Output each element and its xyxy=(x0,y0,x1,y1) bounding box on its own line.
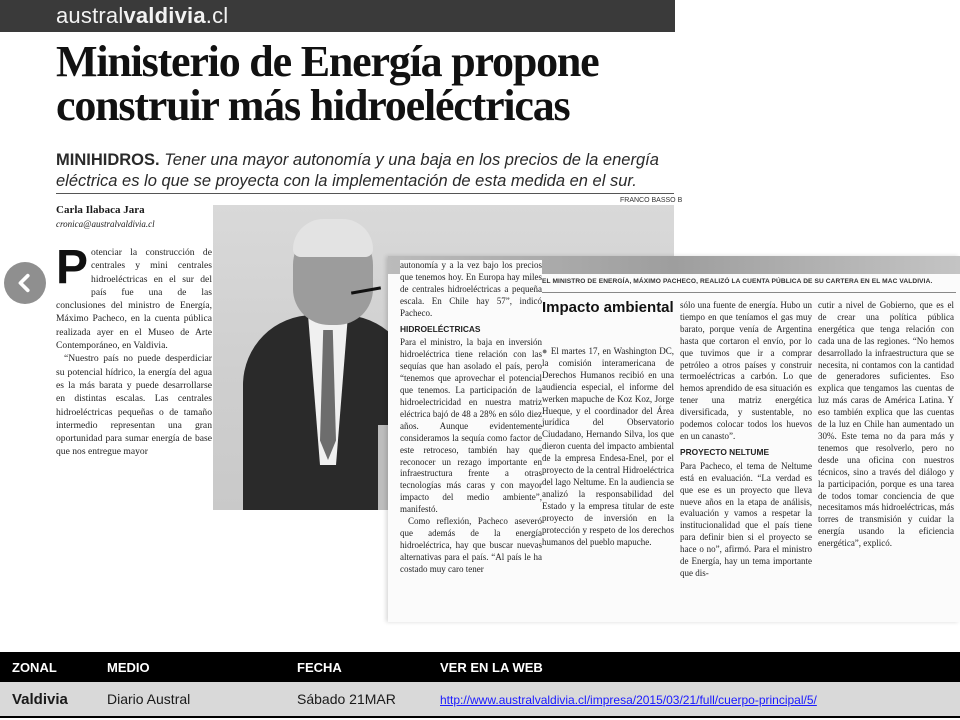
clipping-info-table xyxy=(0,652,960,718)
column-3 xyxy=(680,300,812,580)
col2-body xyxy=(542,346,674,548)
author-email: cronica@australvaldivia.cl xyxy=(56,219,155,229)
col1-top: autonomía y a la vez bajo los precios que tenemos hoy. En Europa hay miles de centrales hidroeléctricas a pequeña escala. En Chile hay 57”, indicó Pacheco. xyxy=(400,260,542,318)
col4-body: cutir a nivel de Gobierno, que es el de crear una política pública energética que tenga relación con cada una de las regiones. “No hemos desarrollado la infraestructura que se necesita, ni contamos con la cantidad de generadores suficientes. Eso explica que tengamos las cuentas de luz más caras de América Latina. Y eso también explica que las cuentas de la luz en Chile han aumentado un 30%. Este tema no da para más y tenemos que resolverlo, pero no desde una oficina con nuestros técnicos, sino a través del diálogo y la participación, porque es una tarea de todos tomar conciencia de que necesitamos más hidroeléctricas, más torres de transmisión y cuidar la energía usando la eficiencia energética”, explicó. xyxy=(818,300,954,549)
header-fecha: FECHA xyxy=(285,652,428,682)
col3-end: Para Pacheco, el tema de Neltume está en evaluación. “La verdad es que ese es un proyecto que lleva nueve años en la etapa de análisis, evaluación y vamos a respetar la institucionalidad que el país tiene para definir bien si el proyecto se hace o no”, afirmó. Para el ministro de Energía, hay un tema importante que dis- xyxy=(680,460,812,578)
caption-rule xyxy=(542,292,956,293)
header-zonal: ZONAL xyxy=(0,652,95,682)
masthead-prefix: austral xyxy=(56,3,124,28)
cell-zonal: Valdivia xyxy=(0,682,95,717)
article-body-column xyxy=(56,241,212,459)
col1-body: Para el ministro, la baja en inversión hidroeléctrica tiene relación con las sequías que han asolado el país, pero “tenemos que aprovechar el potencial que tenemos. La participación de la hidroelectricidad en nuestra matriz eléctrica bajó de 48 a 28% en sólo diez años. Aunque evidentemente consideramos la sequía como factor de este retroceso, también hay que reconocer un rezago importante en infraestructura frente a otras tecnologías más caras y con mayor impacto del medio ambiente”, manifestó. xyxy=(400,337,542,515)
photo-caption: EL MINISTRO DE ENERGÍA, MÁXIMO PACHECO, REALIZÓ LA CUENTA PÚBLICA DE SU CARTERA EN EL MAC VALDIVIA. xyxy=(542,278,933,285)
masthead-brand: valdivia xyxy=(123,3,206,28)
chevron-left-icon xyxy=(14,272,36,294)
author-name: Carla Ilabaca Jara xyxy=(56,204,145,216)
photo-hair xyxy=(293,219,373,257)
subhead-neltume: PROYECTO NELTUME xyxy=(680,446,770,457)
table-header-row xyxy=(0,652,960,682)
article-headline: Ministerio de Energía propone construir más hidroeléctricas xyxy=(56,37,599,130)
deck-text: Tener una mayor autonomía y una baja en los precios de la energía eléctrica es lo que se proyecta con la implementación de esta medida en el sur. xyxy=(56,151,659,190)
web-link[interactable]: http://www.australvaldivia.cl/impresa/2015/03/21/full/cuerpo-principal/5/ xyxy=(440,693,817,707)
cell-fecha: Sábado 21MAR xyxy=(285,682,428,717)
cell-medio: Diario Austral xyxy=(95,682,285,717)
body-paragraph-2: “Nuestro país no puede desperdiciar su potencial hídrico, la energía del agua es la más barata y puede desarrollarse en distintas escalas. Las centrales hidroeléctricas pequeñas o de tamaño intermedio representan una gran oportunidad para sumar energía de base que nos entregue mayor xyxy=(56,353,212,458)
photo-credit: FRANCO BASSO B xyxy=(620,197,683,204)
masthead-suffix: .cl xyxy=(205,3,229,28)
body-paragraph-1: otenciar la construcción de centrales y mini centrales hidroeléctricas en el sur del país fue una de las conclusiones del ministro de Energía, Máximo Pacheco, en la cuenta pública realizada ayer en el Museo de Arte Contemporáneo, en Valdivia. xyxy=(56,247,212,352)
masthead xyxy=(0,0,675,32)
cell-web xyxy=(428,682,960,717)
table-row xyxy=(0,682,960,717)
subhead-hidroelectricas: HIDROELÉCTRICAS xyxy=(400,323,481,334)
slider-prev-button[interactable] xyxy=(4,262,46,304)
dropcap: P xyxy=(56,241,89,294)
bullet-icon: ● xyxy=(542,346,551,356)
article-deck xyxy=(56,150,674,192)
byline xyxy=(56,204,216,229)
deck-kicker: MINIHIDROS. xyxy=(56,151,160,169)
col2-text: El martes 17, en Washington DC, la comisión interamericana de Derechos Humanos recibió en una audiencia especial, el informe del werken mapuche de Koz Koz, Jorge Hueque, y el coordinador del Área jurídica del Observatorio Ciudadano, Hernando Silva, los que dieron cuenta del impacto ambiental de la empresa Endesa-Enel, por el proyecto de la central Hidroeléctrica del lago Neltume. En la audiencia se analizó la responsabilidad del Estado y la empresa titular de este proyecto de inversión en la protección y respeto de los derechos humanos del pueblo mapuche. xyxy=(542,346,674,547)
col1-end: Como reflexión, Pacheco aseveró que además de la energía hidroeléctrica, hay que buscar nuevas alternativas para el país. “Al país le ha costado muy caro tener xyxy=(400,516,542,574)
column-1 xyxy=(400,260,542,576)
col3-body: sólo una fuente de energía. Hubo un tiempo en que teníamos el gas muy barato, porque venía de Argentina hasta que cortaron el envío, por lo que tuvimos que ir a comprar petróleo a otros países y construir termoeléctricas a carbón. Lo que hemos aprendido de esa situación es tener una matriz energética diversificada, y sustentable, no podemos colocar todos los huevos en un canasto”. xyxy=(680,300,812,441)
deck-divider xyxy=(56,193,674,194)
column-4 xyxy=(818,300,954,550)
photo-podium xyxy=(378,425,388,510)
header-medio: MEDIO xyxy=(95,652,285,682)
impacto-ambiental-title: Impacto ambiental xyxy=(542,299,674,316)
column-2 xyxy=(542,346,674,548)
continuation-page xyxy=(388,256,960,622)
header-web: VER EN LA WEB xyxy=(428,652,960,682)
